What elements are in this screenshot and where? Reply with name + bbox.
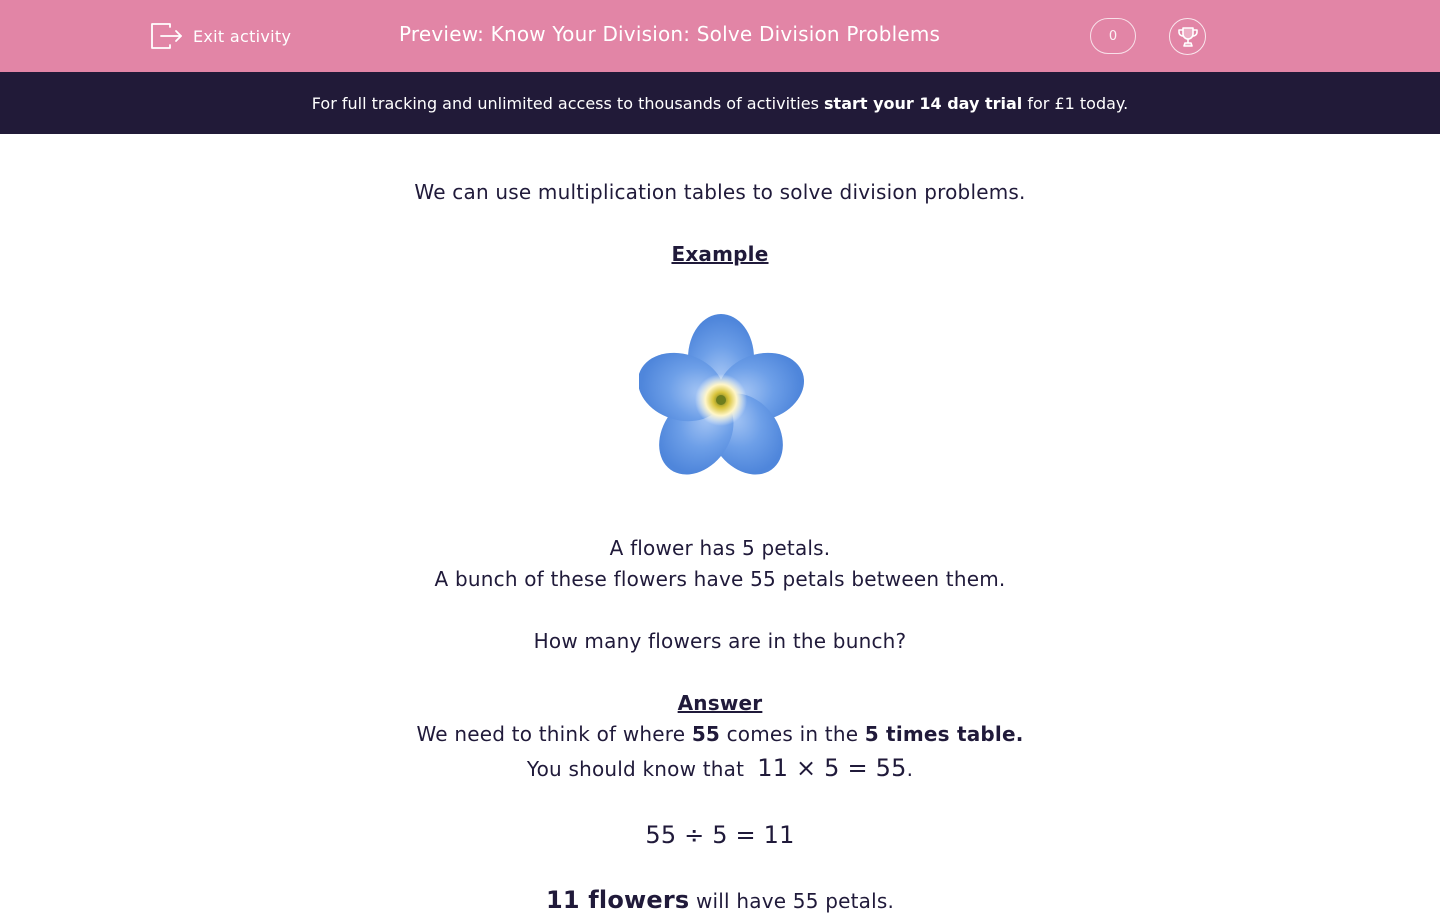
problem-line-2: A bunch of these flowers have 55 petals between them. <box>434 567 1006 591</box>
conclusion-flowers: 11 flowers <box>545 886 690 914</box>
intro-text: We can use multiplication tables to solve division problems. <box>414 180 1026 204</box>
answer-line-2-text: You should know that <box>526 757 751 781</box>
promo-text <box>312 94 1128 113</box>
trophy-button[interactable] <box>1169 18 1206 55</box>
division-equation: 55 ÷ 5 = 11 <box>645 821 795 849</box>
exit-activity-label: Exit activity <box>193 26 292 46</box>
flower-image <box>639 314 807 482</box>
question-text: How many flowers are in the bunch? <box>533 629 907 653</box>
top-bar <box>0 0 1440 72</box>
answer-number-55: 55 <box>691 722 721 746</box>
promo-text-before: For full tracking and unlimited access to thousands of activities <box>311 93 825 113</box>
answer-line-1 <box>0 722 1440 746</box>
answer-line-1-text-2: comes in the <box>720 722 865 746</box>
lesson-content <box>0 134 1440 914</box>
exit-activity-button[interactable] <box>150 20 291 52</box>
answer-heading: Answer <box>677 691 763 715</box>
page-title: Preview: Know Your Division: Solve Division Problems <box>399 22 941 46</box>
example-heading: Example <box>671 242 769 266</box>
conclusion-text: will have 55 petals. <box>689 889 895 913</box>
start-trial-link[interactable]: start your 14 day trial <box>824 93 1023 113</box>
score-badge: 0 <box>1090 18 1136 54</box>
multiplication-fact: 11 × 5 = 55 <box>757 754 907 782</box>
exit-icon <box>150 21 183 51</box>
times-table-label: 5 times table. <box>864 722 1024 746</box>
answer-line-2-period: . <box>906 757 914 781</box>
conclusion-line <box>0 886 1440 914</box>
promo-text-after: for £1 today. <box>1022 93 1129 113</box>
answer-line-2 <box>0 754 1440 782</box>
trophy-icon <box>1176 25 1200 49</box>
answer-line-1-text: We need to think of where <box>416 722 692 746</box>
trial-promo-banner <box>0 72 1440 134</box>
problem-line-1: A flower has 5 petals. <box>609 536 831 560</box>
